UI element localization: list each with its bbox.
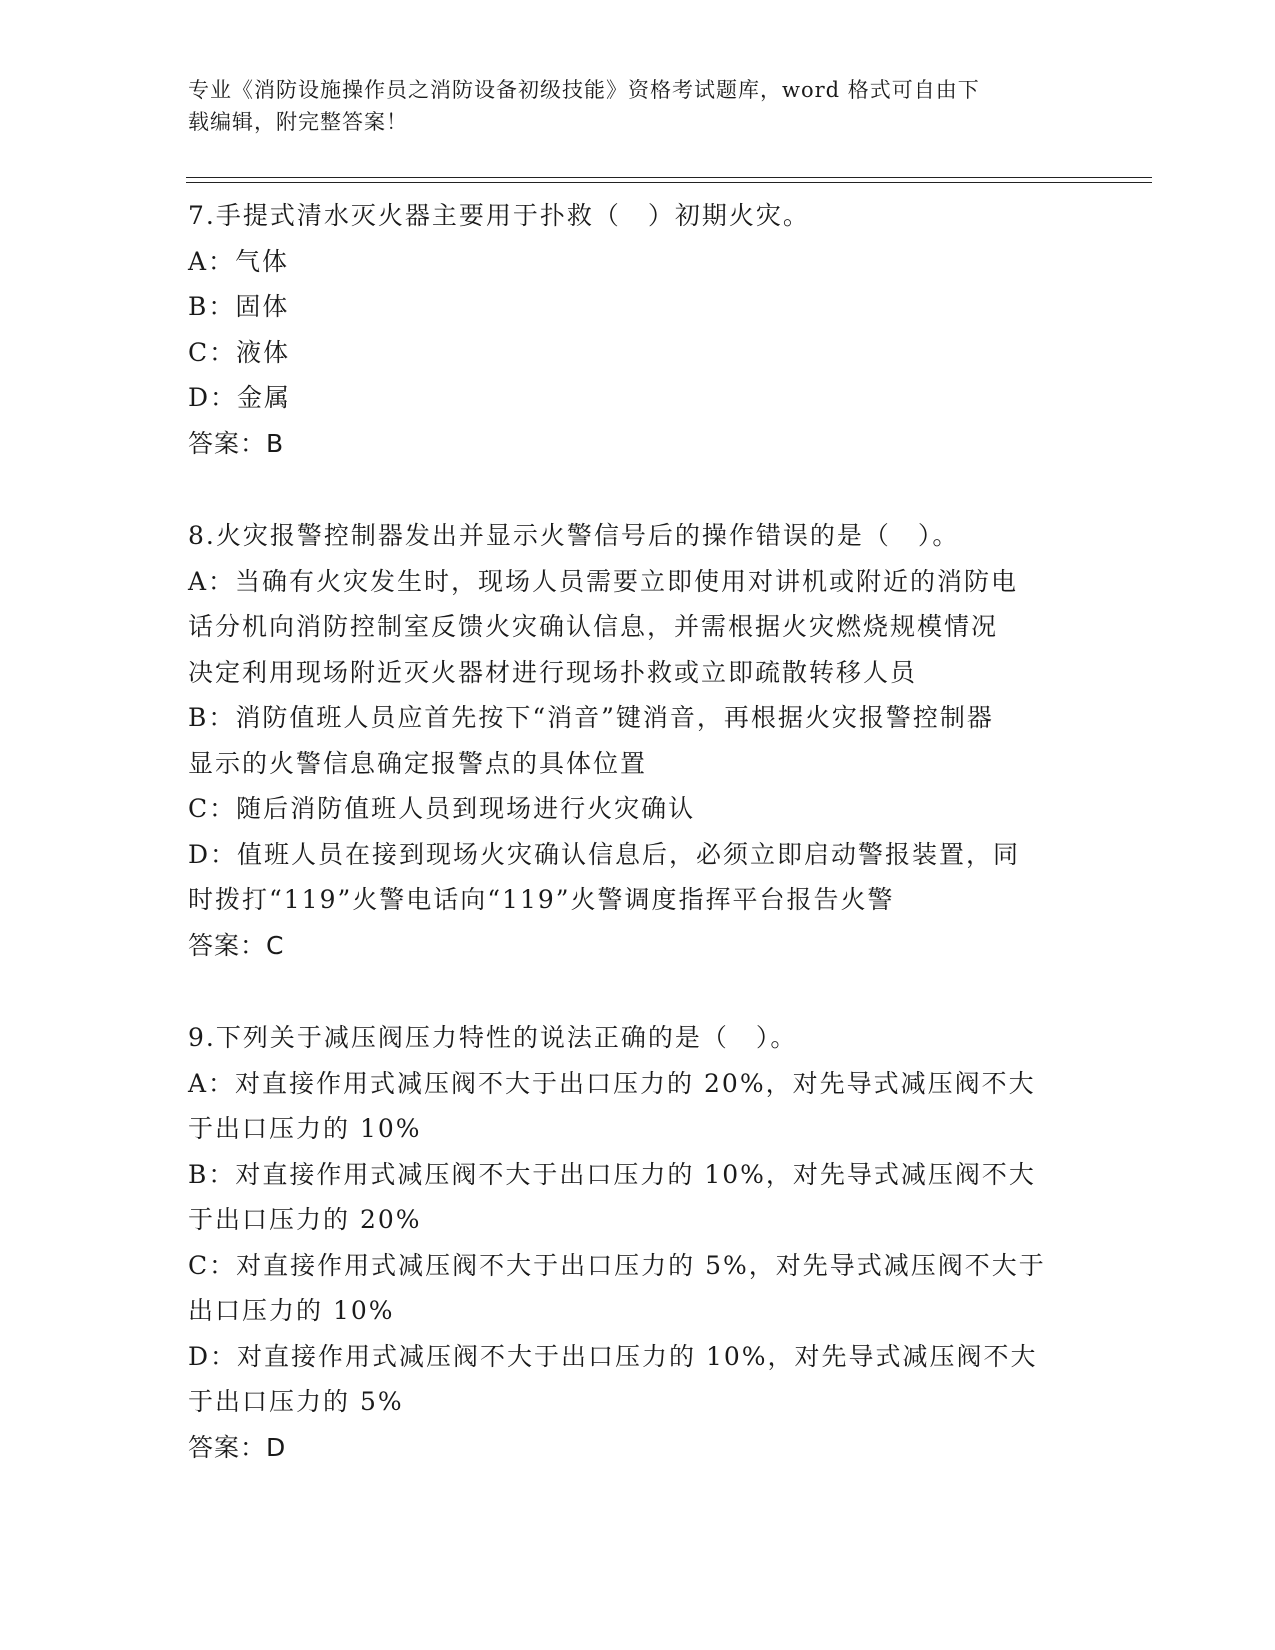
option-d: D：金属 xyxy=(188,383,292,412)
header-line: 专业《消防设施操作员之消防设备初级技能》资格考试题库，word 格式可自由下 xyxy=(188,78,980,102)
question-item xyxy=(188,193,1088,466)
question-gap xyxy=(188,466,1088,513)
option-a: A：气体 xyxy=(188,246,290,276)
document-header-note xyxy=(188,74,1068,138)
option-a: A：对直接作用式减压阀不大于出口压力的 20%，对先导式减压阀不大 xyxy=(188,1068,1036,1098)
option-c: C：对直接作用式减压阀不大于出口压力的 5%，对先导式减压阀不大于 xyxy=(188,1250,1046,1280)
option-d: D：值班人员在接到现场火灾确认信息后，必须立即启动警报装置，同 xyxy=(188,839,1021,869)
option-b: B：对直接作用式减压阀不大于出口压力的 10%，对先导式减压阀不大 xyxy=(188,1159,1036,1189)
option-b-cont: 于出口压力的 20% xyxy=(188,1205,422,1234)
option-a-cont: 决定利用现场附近灭火器材进行现场扑救或立即疏散转移人员 xyxy=(188,657,918,687)
question-stem: 9.下列关于减压阀压力特性的说法正确的是（ ）。 xyxy=(188,1023,798,1052)
question-stem: 7.手提式清水灭火器主要用于扑救（ ）初期火灾。 xyxy=(188,201,810,230)
question-stem: 8.火灾报警控制器发出并显示火警信号后的操作错误的是（ ）。 xyxy=(188,521,960,550)
question-item xyxy=(188,513,1088,968)
header-divider xyxy=(186,177,1152,178)
question-gap xyxy=(188,968,1088,1015)
question-list xyxy=(188,193,1088,1470)
option-b: B：固体 xyxy=(188,292,290,321)
header-divider xyxy=(186,182,1152,183)
answer: 答案：C xyxy=(188,930,285,960)
option-c: C：液体 xyxy=(188,337,291,367)
header-line: 载编辑，附完整答案！ xyxy=(188,110,408,134)
option-b: B：消防值班人员应首先按下“消音”键消音，再根据火灾报警控制器 xyxy=(188,703,994,732)
option-c-cont: 出口压力的 10% xyxy=(188,1296,395,1325)
option-a: A：当确有火灾发生时，现场人员需要立即使用对讲机或附近的消防电 xyxy=(188,566,1019,596)
answer: 答案：B xyxy=(188,428,285,458)
option-d-cont: 时拨打“119”火警电话向“119”火警调度指挥平台报告火警 xyxy=(188,885,895,914)
answer: 答案：D xyxy=(188,1432,287,1462)
option-d-cont: 于出口压力的 5% xyxy=(188,1387,404,1416)
option-a-cont: 于出口压力的 10% xyxy=(188,1114,422,1143)
option-b-cont: 显示的火警信息确定报警点的具体位置 xyxy=(188,748,648,778)
option-c: C：随后消防值班人员到现场进行火灾确认 xyxy=(188,794,696,823)
option-a-cont: 话分机向消防控制室反馈火灾确认信息，并需根据火灾燃烧规模情况 xyxy=(188,612,999,641)
option-d: D：对直接作用式减压阀不大于出口压力的 10%，对先导式减压阀不大 xyxy=(188,1341,1038,1371)
question-item xyxy=(188,1015,1088,1470)
